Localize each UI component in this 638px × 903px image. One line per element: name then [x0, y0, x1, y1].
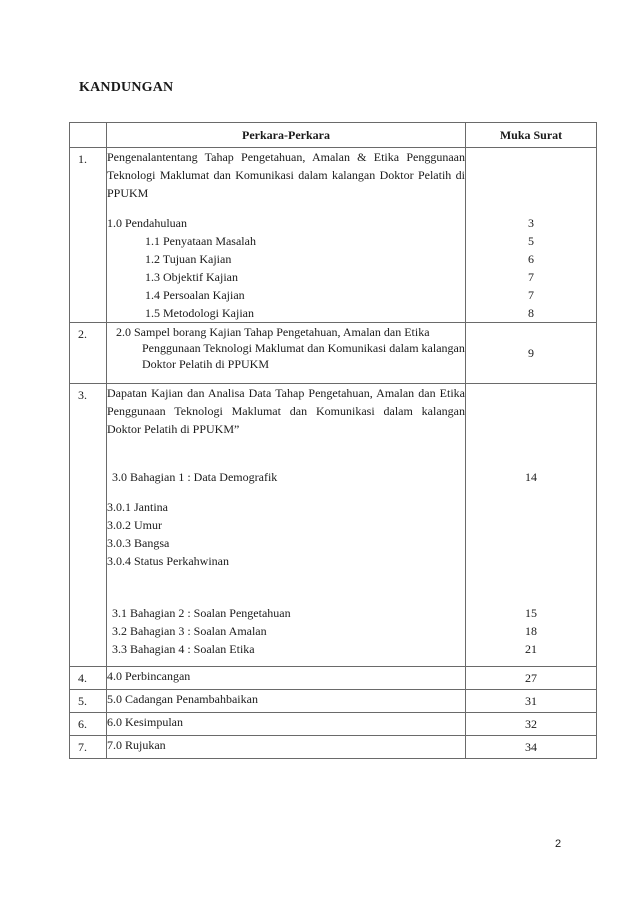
- list-item: 1.3 Objektif Kajian: [145, 270, 238, 284]
- list-item: 1.1 Penyataan Masalah: [145, 234, 256, 248]
- row-page: 32: [466, 713, 597, 736]
- row-number: 1.: [70, 148, 107, 323]
- row-text: 6.0 Kesimpulan: [107, 713, 466, 736]
- header-muka-surat: Muka Surat: [466, 123, 597, 148]
- row-number: 6.: [70, 713, 107, 736]
- list-item: 1.4 Persoalan Kajian: [145, 288, 245, 302]
- list-item: 1.5 Metodologi Kajian: [145, 306, 254, 320]
- row-text: 2.0 Sampel borang Kajian Tahap Pengetahuan, Amalan dan Etika Penggunaan Teknologi Maklumat dan Komunikasi dalam kalangan Doktor Pelatih di PPUKM: [116, 325, 465, 371]
- row-content: [107, 148, 466, 323]
- row-number: 2.: [70, 323, 107, 384]
- row-content: [107, 323, 466, 384]
- row-pages: [466, 148, 597, 323]
- row-page: 9: [466, 323, 597, 384]
- page-ref: 5: [528, 234, 534, 248]
- list-item: 3.0.4 Status Perkahwinan: [107, 554, 229, 568]
- row-page: 27: [466, 667, 597, 690]
- page-ref: 6: [528, 252, 534, 266]
- row-title: Pengenalantentang Tahap Pengetahuan, Amalan & Etika Penggunaan Teknologi Maklumat dan Komunikasi dalam kalangan Doktor Pelatih di PPUKM: [107, 150, 465, 200]
- document-heading: KANDUNGAN: [79, 80, 174, 95]
- row-number: 3.: [70, 384, 107, 667]
- contents-table: [69, 122, 597, 759]
- table-row: [70, 713, 597, 736]
- table-row: [70, 736, 597, 759]
- page-ref: 7: [528, 270, 534, 284]
- page-ref: 8: [528, 306, 534, 320]
- header-no: [70, 123, 107, 148]
- row-pages: [466, 384, 597, 667]
- page-ref: 14: [525, 470, 537, 484]
- row-number: 4.: [70, 667, 107, 690]
- page-number: 2: [555, 838, 562, 850]
- row-text: 4.0 Perbincangan: [107, 667, 466, 690]
- page-ref: 21: [525, 642, 537, 656]
- list-item: 3.0.3 Bangsa: [107, 536, 170, 550]
- row-text: 5.0 Cadangan Penambahbaikan: [107, 690, 466, 713]
- page-ref: 7: [528, 288, 534, 302]
- list-item: 3.3 Bahagian 4 : Soalan Etika: [112, 642, 255, 656]
- row-text: 7.0 Rujukan: [107, 736, 466, 759]
- row-number: 7.: [70, 736, 107, 759]
- section-heading: 1.0 Pendahuluan: [107, 216, 187, 230]
- list-item: 1.2 Tujuan Kajian: [145, 252, 232, 266]
- list-item: 3.0.2 Umur: [107, 518, 162, 532]
- list-item: 3.2 Bahagian 3 : Soalan Amalan: [112, 624, 267, 638]
- table-row: [70, 690, 597, 713]
- page-ref: 15: [525, 606, 537, 620]
- row-number: 5.: [70, 690, 107, 713]
- table-header-row: [70, 123, 597, 148]
- row-content: [107, 384, 466, 667]
- page-ref: 3: [528, 216, 534, 230]
- row-page: 31: [466, 690, 597, 713]
- table-row: [70, 667, 597, 690]
- list-item: 3.0.1 Jantina: [107, 500, 168, 514]
- section-heading: 3.0 Bahagian 1 : Data Demografik: [112, 470, 278, 484]
- table-row: [70, 384, 597, 667]
- row-title: Dapatan Kajian dan Analisa Data Tahap Pengetahuan, Amalan dan Etika Penggunaan Teknologi Maklumat dan Komunikasi dalam kalangan Doktor Pelatih di PPUKM”: [107, 386, 465, 436]
- row-page: 34: [466, 736, 597, 759]
- list-item: 3.1 Bahagian 2 : Soalan Pengetahuan: [112, 606, 291, 620]
- table-row: [70, 323, 597, 384]
- table-row: [70, 148, 597, 323]
- header-perkara: Perkara-Perkara: [107, 123, 466, 148]
- page-ref: 18: [525, 624, 537, 638]
